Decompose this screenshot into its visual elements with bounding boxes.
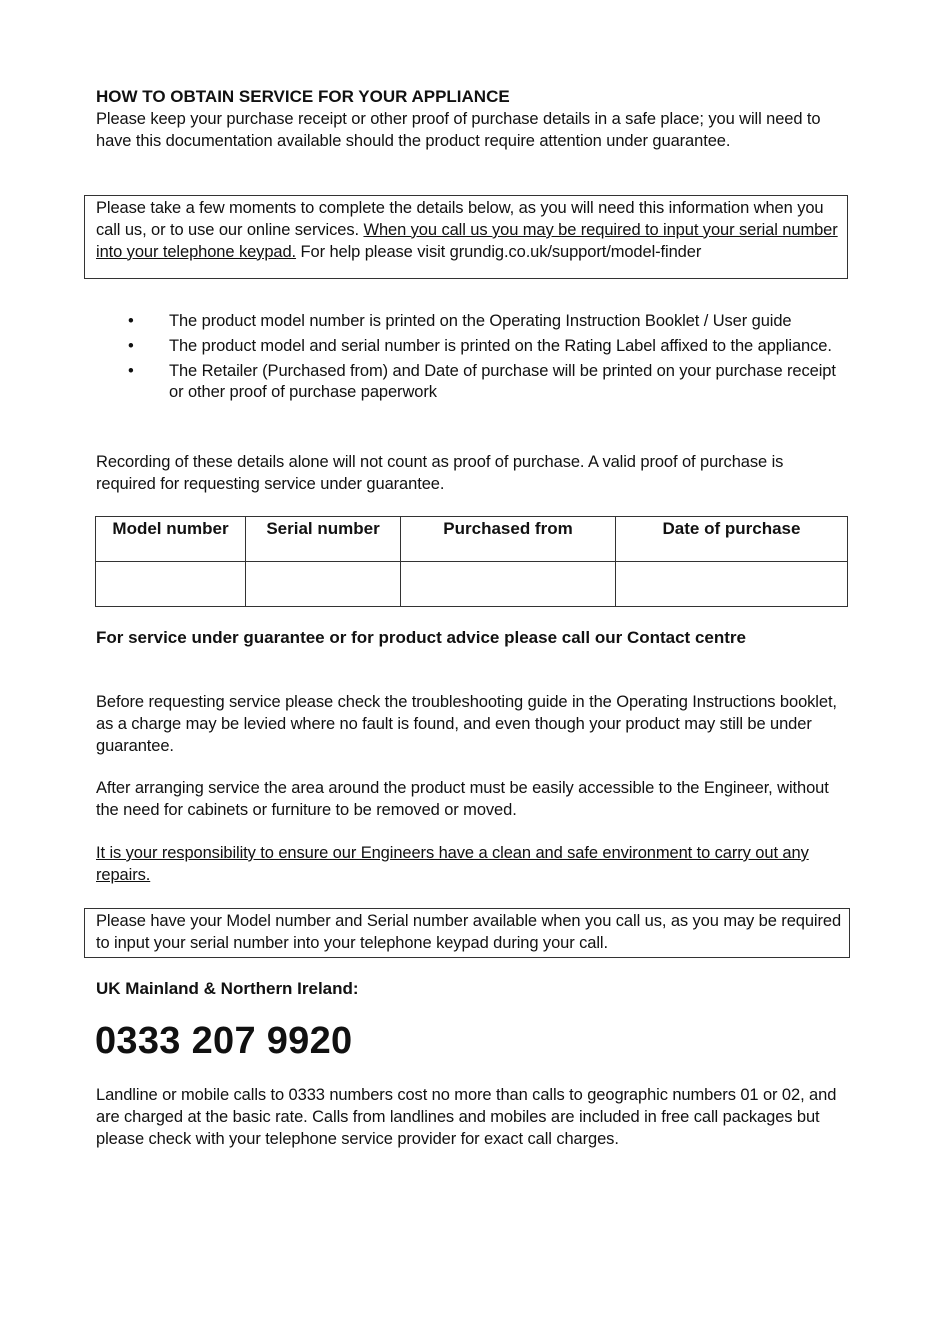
- info-bullet-list: [128, 311, 848, 407]
- info-box-help-text: For help please visit grundig.co.uk/support/model-finder: [296, 242, 702, 261]
- table-header-row: [96, 517, 848, 562]
- contact-phone-number: 0333 207 9920: [95, 1020, 353, 1062]
- purchase-details-table: [95, 516, 848, 607]
- recording-note: Recording of these details alone will not count as proof of purchase. A valid proof of purchase is required for requesting service under guarantee.: [96, 453, 784, 493]
- date-of-purchase-cell: [616, 562, 848, 607]
- page-title: HOW TO OBTAIN SERVICE FOR YOUR APPLIANCE: [96, 87, 510, 106]
- list-item: [128, 311, 848, 333]
- call-charges-paragraph: Landline or mobile calls to 0333 numbers cost no more than calls to geographic numbers 01 or 02, and are charged at the basic rate. Calls from landlines and mobiles are included in free call packages but please check with your telephone service provider for exact call charges.: [96, 1086, 837, 1148]
- list-item: [128, 336, 848, 358]
- bullet-icon: •: [128, 336, 134, 355]
- after-arranging-paragraph: After arranging service the area around the product must be easily accessible to the Engineer, without the need for cabinets or furniture to be removed or moved.: [96, 779, 829, 819]
- list-item-text: The Retailer (Purchased from) and Date of purchase will be printed on your purchase receipt or other proof of purchase paperwork: [169, 361, 836, 402]
- serial-number-cell: [246, 562, 401, 607]
- list-item-text: The product model and serial number is printed on the Rating Label affixed to the appliance.: [169, 336, 832, 355]
- call-reminder-box: Please have your Model number and Serial number available when you call us, as you may be required to input your serial number into your telephone keypad during your call.: [84, 908, 850, 958]
- list-item-text: The product model number is printed on the Operating Instruction Booklet / User guide: [169, 312, 792, 330]
- region-heading: UK Mainland & Northern Ireland:: [96, 979, 359, 998]
- purchased-from-cell: [401, 562, 616, 607]
- bullet-icon: •: [128, 312, 134, 330]
- before-requesting-paragraph: Before requesting service please check the troubleshooting guide in the Operating Instructions booklet, as a charge may be levied where no fault is found, and even though your product may still be under guarantee.: [96, 693, 837, 755]
- info-box-underlined-text: When you call us you may be required to input your serial number into your telephone keypad.: [96, 220, 838, 261]
- info-box-text: Please take a few moments to complete the details below, as you will need this information when you call us, or to use our online services.: [96, 199, 824, 239]
- list-item: [128, 361, 848, 405]
- table-row: [96, 562, 848, 607]
- service-heading: For service under guarantee or for product advice please call our Contact centre: [96, 628, 746, 647]
- column-header-date-of-purchase: Date of purchase: [616, 517, 848, 562]
- column-header-purchased-from: Purchased from: [401, 517, 616, 562]
- column-header-serial-number: Serial number: [246, 517, 401, 562]
- column-header-model-number: Model number: [96, 517, 246, 562]
- bullet-icon: •: [128, 361, 134, 380]
- details-info-box: [84, 195, 848, 279]
- responsibility-paragraph: It is your responsibility to ensure our Engineers have a clean and safe environment to carry out any repairs.: [96, 844, 809, 884]
- model-number-cell: [96, 562, 246, 607]
- intro-paragraph: Please keep your purchase receipt or other proof of purchase details in a safe place; you will need to have this documentation available should the product require attention under guarantee.: [96, 110, 821, 150]
